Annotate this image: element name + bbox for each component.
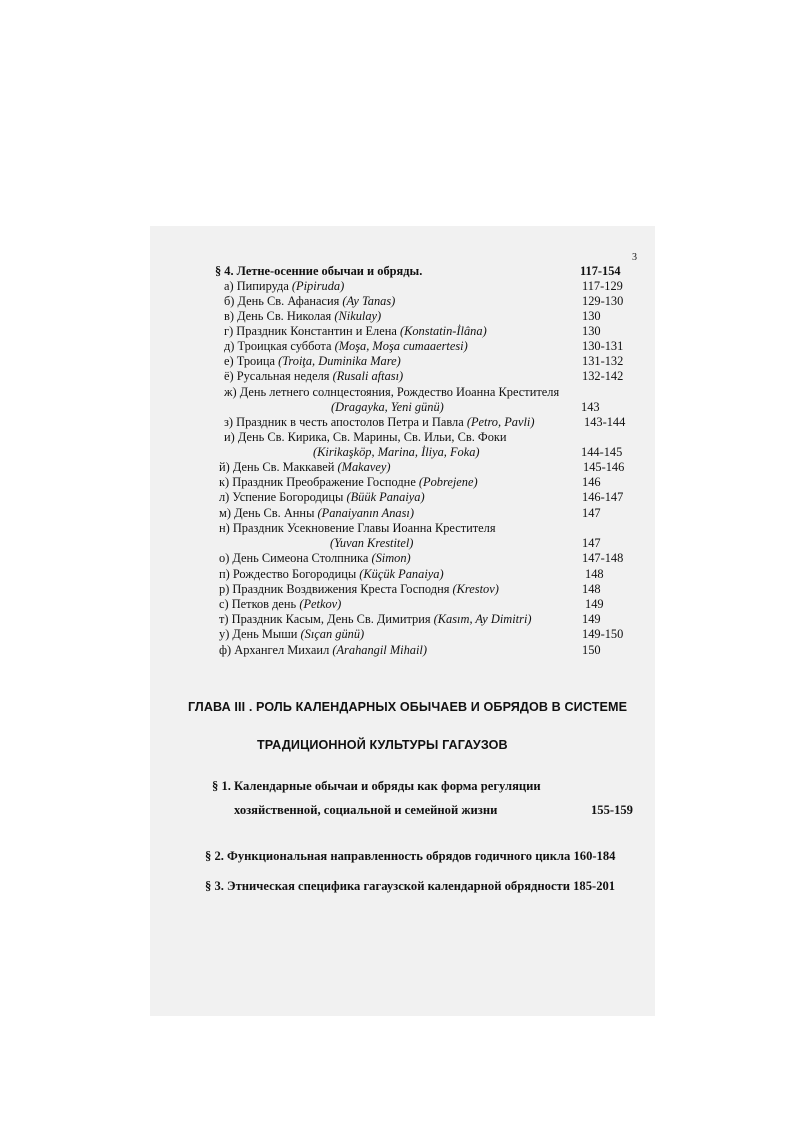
toc-item-pages: 143 bbox=[581, 400, 600, 414]
toc-item-label: е) Троица bbox=[224, 354, 279, 368]
toc-item-pages: 147 bbox=[582, 506, 601, 520]
toc-item-label: а) Пипируда bbox=[224, 279, 292, 293]
toc-item-pages: 145-146 bbox=[583, 460, 625, 474]
toc-item-native-name: (Dragayka, Yeni günü) bbox=[331, 400, 444, 414]
toc-item-native-name: (Krestov) bbox=[452, 582, 499, 596]
toc-item-label: м) День Св. Анны bbox=[219, 506, 318, 520]
toc-item-label: т) Праздник Касым, День Св. Димитрия bbox=[219, 612, 434, 626]
toc-item-pages: 130 bbox=[582, 324, 601, 338]
toc-item-label: з) Праздник в честь апостолов Петра и Павла bbox=[224, 415, 467, 429]
toc-item bbox=[219, 643, 427, 658]
toc-item-pages: 117-129 bbox=[582, 279, 623, 293]
toc-item-pages: 144-145 bbox=[581, 445, 623, 459]
toc-item-pages: 146-147 bbox=[582, 490, 624, 504]
toc-item bbox=[224, 385, 559, 400]
toc-item bbox=[224, 309, 381, 324]
ch3-section1-pages: 155-159 bbox=[591, 803, 633, 817]
toc-item bbox=[219, 521, 496, 536]
toc-item-native-name: (Pobrejene) bbox=[418, 475, 478, 489]
toc-item bbox=[219, 506, 414, 521]
toc-item-pages: 148 bbox=[582, 582, 601, 596]
section4-pages: 117-154 bbox=[580, 264, 621, 278]
toc-item-label: й) День Св. Маккавей bbox=[219, 460, 338, 474]
toc-item-native-name: (Kirikaşköp, Marina, İliya, Foka) bbox=[313, 445, 480, 459]
toc-item bbox=[224, 430, 507, 445]
toc-item bbox=[224, 279, 344, 294]
toc-item-label: ф) Архангел Михаил bbox=[219, 643, 333, 657]
toc-item-label: л) Успение Богородицы bbox=[219, 490, 347, 504]
toc-item-label: о) День Симеона Столпника bbox=[219, 551, 372, 565]
toc-item-label: н) Праздник Усекновение Главы Иоанна Крестителя bbox=[219, 521, 496, 535]
toc-item bbox=[219, 627, 364, 642]
toc-item-native-name: (Kasım, Ay Dimitri) bbox=[433, 612, 532, 626]
toc-item bbox=[219, 567, 444, 582]
toc-item-pages: 147-148 bbox=[582, 551, 624, 565]
chapter3-title-line2: ТРАДИЦИОННОЙ КУЛЬТУРЫ ГАГАУЗОВ bbox=[257, 738, 508, 752]
toc-item-label: с) Петков день bbox=[219, 597, 300, 611]
section4-title: § 4. Летне-осенние обычаи и обряды. bbox=[215, 264, 423, 278]
ch3-section3: § 3. Этническая специфика гагаузской календарной обрядности 185-201 bbox=[205, 879, 616, 893]
toc-item-pages: 132-142 bbox=[582, 369, 624, 383]
toc-item bbox=[219, 475, 478, 490]
toc-item-native-name: (Küçük Panaiya) bbox=[359, 567, 444, 581]
toc-item bbox=[219, 551, 411, 566]
toc-item-pages: 143-144 bbox=[584, 415, 626, 429]
toc-item-native-name: (Ay Tanas) bbox=[342, 294, 396, 308]
toc-item-pages: 149-150 bbox=[582, 627, 624, 641]
toc-item bbox=[219, 612, 532, 627]
toc-item-native-name: (Rusali aftası) bbox=[332, 369, 404, 383]
toc-item-label: ё) Русальная неделя bbox=[224, 369, 333, 383]
page-number: 3 bbox=[632, 252, 637, 263]
toc-item bbox=[219, 582, 499, 597]
toc-item-native-name: (Panaiyanın Anası) bbox=[317, 506, 414, 520]
ch3-section1-line1: § 1. Календарные обычаи и обряды как форма регуляции bbox=[212, 779, 541, 793]
ch3-section1-line2: хозяйственной, социальной и семейной жизни bbox=[234, 803, 498, 817]
toc-item bbox=[313, 445, 480, 460]
toc-item-label: ж) День летнего солнцестояния, Рождество Иоанна Крестителя bbox=[224, 385, 560, 399]
toc-item bbox=[219, 597, 341, 612]
toc-item-pages: 131-132 bbox=[582, 354, 624, 368]
toc-item bbox=[224, 339, 468, 354]
toc-item-native-name: (Makavey) bbox=[337, 460, 391, 474]
toc-item-pages: 147 bbox=[582, 536, 601, 550]
toc-item-label: г) Праздник Константин и Елена bbox=[224, 324, 400, 338]
toc-item-pages: 146 bbox=[582, 475, 601, 489]
toc-item bbox=[224, 369, 403, 384]
chapter3-title-line1: ГЛАВА III . РОЛЬ КАЛЕНДАРНЫХ ОБЫЧАЕВ И ОБРЯДОВ В СИСТЕМЕ bbox=[188, 700, 628, 714]
toc-item-native-name: (Büük Panaiya) bbox=[346, 490, 425, 504]
toc-item-label: в) День Св. Николая bbox=[224, 309, 335, 323]
toc-item-native-name: (Pipiruda) bbox=[291, 279, 345, 293]
toc-item bbox=[331, 400, 444, 415]
toc-item-label: и) День Св. Кирика, Св. Марины, Св. Ильи, Св. Фоки bbox=[224, 430, 507, 444]
toc-item-native-name: (Konstatin-İlâna) bbox=[399, 324, 487, 338]
toc-item-pages: 129-130 bbox=[582, 294, 624, 308]
toc-item bbox=[219, 460, 391, 475]
toc-item-label: у) День Мыши bbox=[219, 627, 301, 641]
toc-item-native-name: (Simon) bbox=[371, 551, 411, 565]
toc-item bbox=[330, 536, 413, 551]
toc-item-native-name: (Petro, Pavli) bbox=[466, 415, 535, 429]
toc-item-label: д) Троицкая суббота bbox=[224, 339, 335, 353]
toc-item-label: к) Праздник Преображение Господне bbox=[219, 475, 419, 489]
toc-item bbox=[219, 490, 425, 505]
toc-item-pages: 149 bbox=[585, 597, 604, 611]
toc-item bbox=[224, 324, 487, 339]
toc-item bbox=[224, 354, 401, 369]
toc-item-pages: 130-131 bbox=[582, 339, 624, 353]
toc-item-native-name: (Petkov) bbox=[299, 597, 342, 611]
toc-item-pages: 130 bbox=[582, 309, 601, 323]
toc-item-native-name: (Troiţa, Duminika Mare) bbox=[278, 354, 401, 368]
toc-item-label: б) День Св. Афанасия bbox=[224, 294, 343, 308]
toc-item bbox=[224, 294, 395, 309]
toc-item bbox=[224, 415, 534, 430]
toc-item-pages: 150 bbox=[582, 643, 601, 657]
toc-item-native-name: (Yuvan Krestitel) bbox=[330, 536, 414, 550]
toc-item-native-name: (Arahangil Mihail) bbox=[332, 643, 428, 657]
toc-item-native-name: (Sıçan günü) bbox=[300, 627, 365, 641]
toc-item-native-name: (Moşa, Moşa cumaaertesi) bbox=[334, 339, 468, 353]
toc-item-label: р) Праздник Воздвижения Креста Господня bbox=[219, 582, 453, 596]
toc-item-pages: 149 bbox=[582, 612, 601, 626]
toc-item-label: п) Рождество Богородицы bbox=[219, 567, 360, 581]
ch3-section2: § 2. Функциональная направленность обрядов годичного цикла 160-184 bbox=[205, 849, 616, 863]
toc-item-native-name: (Nikulay) bbox=[334, 309, 382, 323]
toc-item-pages: 148 bbox=[585, 567, 604, 581]
